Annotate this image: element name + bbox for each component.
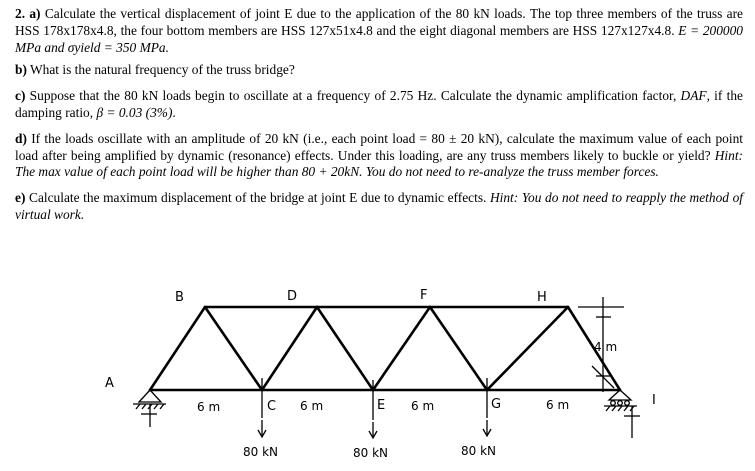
part-e-label: e) bbox=[15, 190, 26, 206]
part-b-text: What is the natural frequency of the truss bridge? bbox=[30, 62, 295, 78]
joint-label-h: H bbox=[537, 290, 547, 305]
joint-label-e: E bbox=[377, 398, 386, 413]
diagonal-e-f bbox=[373, 307, 430, 390]
joint-label-c: C bbox=[267, 399, 277, 414]
height-label: 4 m bbox=[594, 340, 618, 354]
part-c-text2: , if the damping ratio, bbox=[15, 88, 743, 120]
height-dimension bbox=[578, 297, 624, 392]
pin-support-a bbox=[133, 390, 166, 427]
joint-label-a: A bbox=[105, 376, 114, 391]
part-d-label: d) bbox=[15, 130, 27, 146]
part-c bbox=[15, 88, 743, 122]
part-d bbox=[15, 131, 743, 181]
part-e-text: Calculate the maximum displacement of the bridge at joint E due to dynamic effects. bbox=[29, 190, 490, 206]
part-d-hint: Hint: The max value of each point load will be higher than 80 + 20kN. You do not need to re-analyze the truss member forces. bbox=[15, 147, 743, 180]
part-a-text: Calculate the vertical displacement of joint E due to the application of the 80 kN loads. The top three members of the truss are HSS 178x178x4.8, the four bottom members are HSS 127x51x4.8 and the eight diagonal members are HSS 127x127x4.8. bbox=[15, 6, 743, 38]
diagonal-f-g bbox=[430, 307, 487, 390]
joint-label-d: D bbox=[287, 289, 298, 304]
joint-label-f: F bbox=[420, 288, 428, 303]
part-c-beta: β = 0.03 (3%) bbox=[96, 104, 173, 120]
part-e bbox=[15, 190, 743, 224]
diagonal-b-c bbox=[205, 307, 262, 390]
diagonal-g-h bbox=[487, 307, 568, 390]
part-d-text: If the loads oscillate with an amplitude of 20 kN (i.e., each point load = 80 ± 20 kN), calculate the maximum value of each point load after being amplified by dynamic (resonance) effects. Under this loading, are any truss members likely to buckle or yield? bbox=[15, 130, 743, 163]
part-c-text1: Suppose that the 80 kN loads begin to oscillate at a frequency of 2.75 Hz. Calculate the dynamic amplification factor, bbox=[29, 88, 681, 104]
part-a-formula: E = 200000 MPa and σyield = 350 MPa. bbox=[15, 22, 743, 55]
part-c-label: c) bbox=[15, 88, 26, 104]
part-a-label: 2. a) bbox=[15, 6, 41, 21]
load-arrows bbox=[258, 378, 491, 438]
part-a bbox=[15, 6, 743, 56]
span-label-c-e: 6 m bbox=[300, 399, 324, 413]
joint-label-b: B bbox=[175, 290, 184, 305]
span-label-a-c: 6 m bbox=[197, 400, 221, 414]
diagonal-a-b bbox=[150, 307, 205, 390]
part-b bbox=[15, 62, 743, 79]
part-c-text3: . bbox=[172, 104, 176, 120]
load-label-c: 80 kN bbox=[243, 445, 279, 459]
part-b-label: b) bbox=[15, 62, 27, 78]
load-label-e: 80 kN bbox=[353, 446, 389, 460]
part-e-hint: Hint: You do not need to reapply the method of virtual work. bbox=[15, 190, 743, 222]
roller-support-i bbox=[604, 390, 640, 438]
joint-label-g: G bbox=[491, 397, 502, 412]
joint-label-i: I bbox=[652, 393, 656, 408]
problem-text bbox=[15, 6, 743, 233]
diagonal-c-d bbox=[262, 307, 317, 390]
span-label-g-i: 6 m bbox=[546, 398, 570, 412]
load-label-g: 80 kN bbox=[461, 444, 497, 458]
diagonal-h-i bbox=[568, 307, 620, 390]
span-label-e-g: 6 m bbox=[411, 399, 435, 413]
diagonal-d-e bbox=[317, 307, 373, 390]
part-c-daf: DAF bbox=[680, 88, 707, 104]
